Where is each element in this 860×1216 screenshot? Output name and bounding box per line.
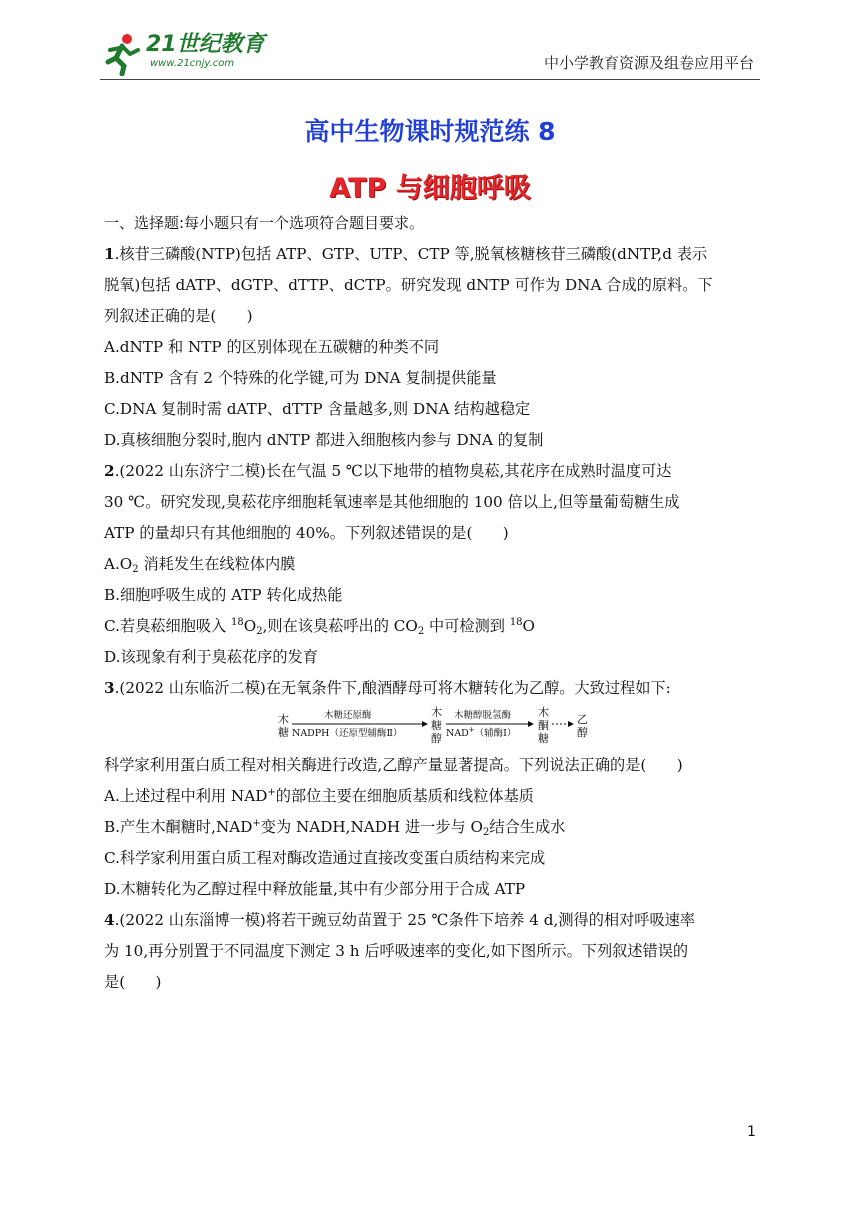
q2-option-c: C.若臭菘细胞吸入 $^{18}O_2$,则在该臭菘呼出的 $CO_2$ 中可检测到 $^{18}$O xyxy=(104,617,535,637)
q3-option-a: A.上述过程中利用 NAD+的部位主要在细胞质基质和线粒体基质 xyxy=(104,787,534,805)
q3-number: 3 xyxy=(104,679,115,697)
xylulose-label-2: 酮 xyxy=(538,719,549,732)
q3-option-b: B.产生木酮糖时,NAD+变为 NADH,NADH 进一步与 $O_2$结合生成水 xyxy=(104,818,566,838)
svg-text:NAD+（辅酶Ⅰ）: NAD+（辅酶Ⅰ） xyxy=(446,726,517,739)
xylose-label-1: 木 xyxy=(278,713,289,726)
q1-stem-line2: 脱氧)包括 dATP、dGTP、dTTP、dCTP。研究发现 dNTP 可作为 DNA 合成的原料。下 xyxy=(104,276,713,294)
q3-option-c: C.科学家利用蛋白质工程对酶改造通过直接改变蛋白质结构来完成 xyxy=(104,849,546,867)
q1-number: 1 xyxy=(104,245,115,263)
q4-stem-line3: 是( ) xyxy=(104,973,162,991)
ethanol-label-1: 乙 xyxy=(577,713,588,726)
xylulose-label-1: 木 xyxy=(538,706,549,719)
logo-name: 21世纪教育 xyxy=(146,32,265,57)
logo-url: www.21cnjy.com xyxy=(150,58,235,69)
q3-stem-line1 xyxy=(104,673,764,704)
q3-option-d: D.木糖转化为乙醇过程中释放能量,其中有少部分用于合成 ATP xyxy=(104,880,526,898)
xylitol-label-3: 醇 xyxy=(431,732,442,745)
page-subtitle: ATP 与细胞呼吸 xyxy=(329,173,531,204)
q4-number: 4 xyxy=(104,911,115,929)
q2-option-d: D.该现象有利于臭菘花序的发育 xyxy=(104,648,318,666)
q1-text: .核苷三磷酸(NTP)包括 ATP、GTP、UTP、CTP 等,脱氧核糖核苷三磷酸(dNTP,d 表示 xyxy=(114,245,708,263)
platform-name: 中小学教育资源及组卷应用平台 xyxy=(543,54,754,72)
section-heading: 一、选择题:每小题只有一个选项符合题目要求。 xyxy=(104,214,425,232)
xylose-pathway-diagram xyxy=(104,704,764,750)
xylulose-label-3: 糖 xyxy=(538,732,549,745)
q4-stem-line2: 为 10,再分别置于不同温度下测定 3 h 后呼吸速率的变化,如下图所示。下列叙述错误的 xyxy=(104,942,689,960)
page-title: 高中生物课时规范练 8 xyxy=(304,117,556,146)
q1-stem-line1 xyxy=(104,239,764,270)
q2-stem-line3: ATP 的量却只有其他细胞的 40%。下列叙述错误的是( ) xyxy=(104,524,509,542)
q1-option-b: B.dNTP 含有 2 个特殊的化学键,可为 DNA 复制提供能量 xyxy=(104,369,497,387)
xylitol-label-1: 木 xyxy=(431,706,442,719)
q1-stem-line3: 列叙述正确的是( ) xyxy=(104,307,253,325)
q1-option-a: A.dNTP 和 NTP 的区别体现在五碳糖的种类不同 xyxy=(104,338,440,356)
page-number: 1 xyxy=(747,1124,756,1140)
q1-option-d: D.真核细胞分裂时,胞内 dNTP 都进入细胞核内参与 DNA 的复制 xyxy=(104,431,544,449)
page-header xyxy=(100,28,760,78)
q2-number: 2 xyxy=(104,462,115,480)
xylitol-label-2: 糖 xyxy=(431,719,442,732)
xylose-label-2: 糖 xyxy=(278,726,289,739)
q2-text: .(2022 山东济宁二模)长在气温 5 ℃以下地带的植物臭菘,其花序在成熟时温度可达 xyxy=(114,462,672,480)
q3-stem-line2: 科学家利用蛋白质工程对相关酶进行改造,乙醇产量显著提高。下列说法正确的是( ) xyxy=(104,756,683,774)
runner-logo-icon xyxy=(100,32,144,76)
q4-stem-line1 xyxy=(104,905,764,936)
enzyme1-bottom: NADPH（还原型辅酶Ⅱ） xyxy=(292,728,403,739)
q2-option-a: $A.O_2$ 消耗发生在线粒体内膜 xyxy=(104,555,296,575)
header-divider xyxy=(100,79,760,80)
q2-option-b: B.细胞呼吸生成的 ATP 转化成热能 xyxy=(104,586,343,604)
q2-stem-line2: 30 ℃。研究发现,臭菘花序细胞耗氧速率是其他细胞的 100 倍以上,但等量葡萄糖生成 xyxy=(104,493,680,511)
enzyme1-top: 木糖还原酶 xyxy=(324,710,372,721)
q3-text: .(2022 山东临沂二模)在无氧条件下,酿酒酵母可将木糖转化为乙醇。大致过程如下: xyxy=(114,679,671,697)
q4-text: .(2022 山东淄博一模)将若干豌豆幼苗置于 25 ℃条件下培养 4 d,测得的相对呼吸速率 xyxy=(114,911,696,929)
question-content xyxy=(104,208,764,998)
q1-option-c: C.DNA 复制时需 dATP、dTTP 含量越多,则 DNA 结构越稳定 xyxy=(104,400,531,418)
q2-stem-line1 xyxy=(104,456,764,487)
enzyme2-top: 木糖醇脱氢酶 xyxy=(454,710,512,721)
logo xyxy=(100,32,265,76)
ethanol-label-2: 醇 xyxy=(577,726,588,739)
